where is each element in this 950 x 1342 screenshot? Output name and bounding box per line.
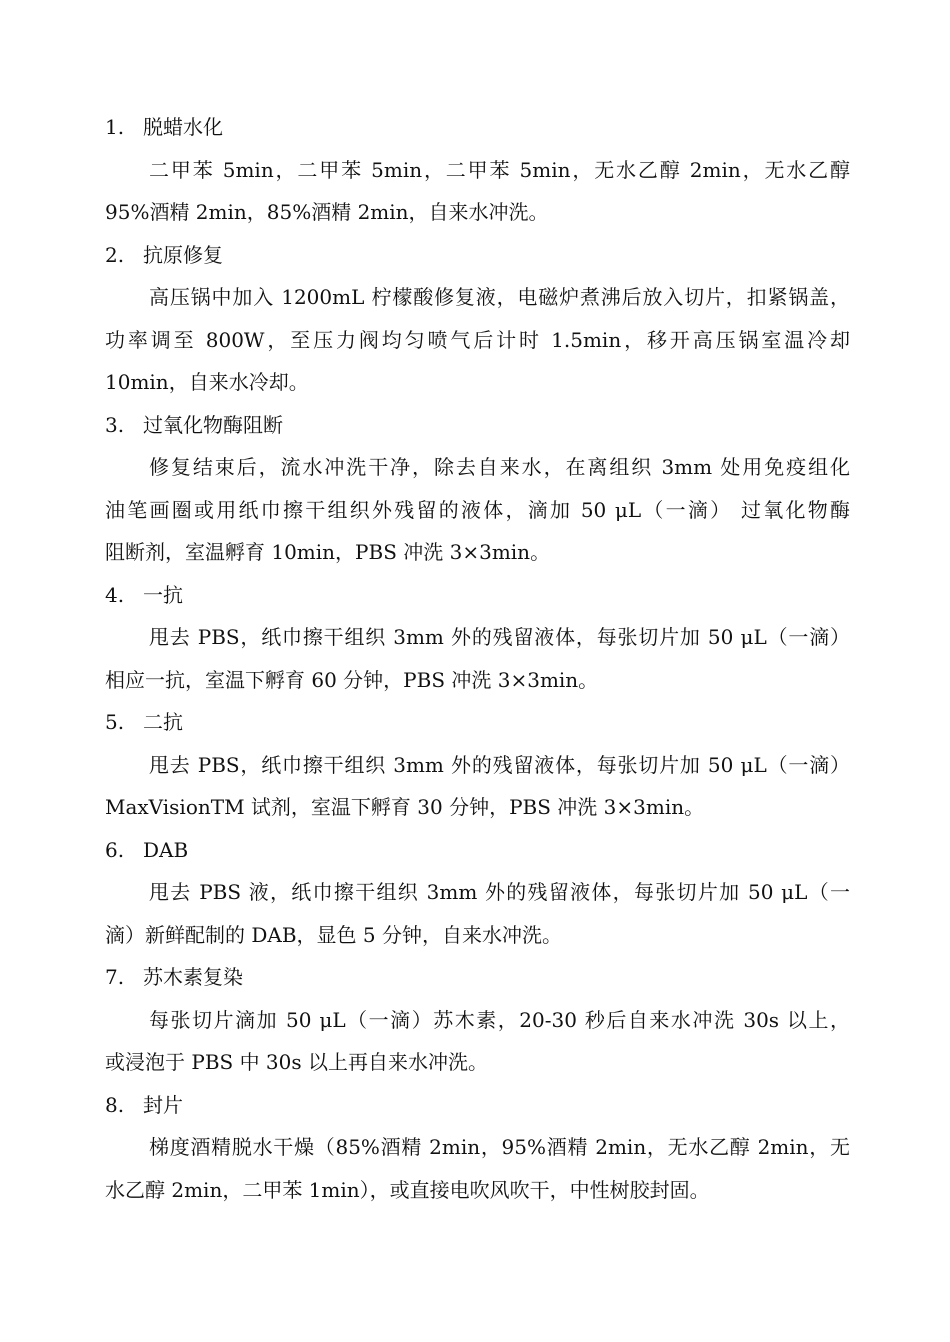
- paragraph-line: 甩去 PBS 液，纸巾擦干组织 3mm 外的残留液体，每张切片加 50 μL（一: [149, 880, 850, 904]
- paragraph-line: 水乙醇 2min，二甲苯 1min），或直接电吹风吹干，中性树胶封固。: [105, 1177, 710, 1202]
- paragraph-line: 修复结束后，流水冲洗干净，除去自来水，在离组织 3mm 处用免疫组化: [149, 455, 850, 479]
- paragraph-line: 高压锅中加入 1200mL 柠檬酸修复液，电磁炉煮沸后放入切片，扣紧锅盖，: [149, 285, 850, 309]
- paragraph-line: 阻断剂，室温孵育 10min，PBS 冲洗 3×3min。: [105, 540, 551, 564]
- section-heading: [105, 956, 850, 999]
- paragraph-line: 二甲苯 5min，二甲苯 5min，二甲苯 5min，无水乙醇 2min，无水乙醇: [149, 157, 850, 182]
- paragraph-line: 10min，自来水冷却。: [105, 370, 309, 394]
- paragraph-line: 每张切片滴加 50 μL（一滴）苏木素，20-30 秒后自来水冲洗 30s 以上，: [149, 1007, 850, 1032]
- paragraph-line: 甩去 PBS，纸巾擦干组织 3mm 外的残留液体，每张切片加 50 μL（一滴）: [149, 752, 850, 777]
- section-number: 1.: [105, 115, 125, 139]
- section-number: 7.: [105, 965, 125, 989]
- section-title: DAB: [143, 837, 189, 862]
- section-number: 3.: [105, 412, 125, 437]
- section-title: 脱蜡水化: [143, 115, 223, 139]
- section-number: 5.: [105, 710, 125, 734]
- section-number: 6.: [105, 837, 125, 862]
- section-title: 抗原修复: [143, 242, 223, 267]
- section-title: 一抗: [143, 582, 183, 607]
- section-title: 二抗: [143, 710, 183, 734]
- protocol-content: [105, 106, 850, 1211]
- section-heading: [105, 829, 850, 872]
- section-heading: [105, 1084, 850, 1127]
- section-number: 8.: [105, 1092, 125, 1117]
- section-heading: [105, 234, 850, 277]
- paragraph-line: 或浸泡于 PBS 中 30s 以上再自来水冲洗。: [105, 1050, 488, 1074]
- paragraph-line: 滴）新鲜配制的 DAB，显色 5 分钟，自来水冲洗。: [105, 922, 562, 947]
- section-heading: [105, 701, 850, 744]
- paragraph-line: 功率调至 800W，至压力阀均匀喷气后计时 1.5min，移开高压锅室温冷却: [105, 327, 850, 352]
- paragraph-line: MaxVisionTM 试剂，室温下孵育 30 分钟，PBS 冲洗 3×3min。: [105, 795, 705, 819]
- section-heading: [105, 106, 850, 149]
- paragraph-line: 95%酒精 2min，85%酒精 2min，自来水冲洗。: [105, 200, 549, 224]
- section-title: 过氧化物酶阻断: [143, 412, 283, 437]
- paragraph-line: 甩去 PBS，纸巾擦干组织 3mm 外的残留液体，每张切片加 50 μL（一滴）: [149, 625, 850, 649]
- section-number: 4.: [105, 582, 125, 607]
- section-title: 苏木素复染: [143, 965, 243, 989]
- paragraph-line: 油笔画圈或用纸巾擦干组织外残留的液体，滴加 50 μL（一滴） 过氧化物酶: [105, 497, 850, 522]
- section-title: 封片: [143, 1092, 183, 1117]
- paragraph-line: 梯度酒精脱水干燥（85%酒精 2min，95%酒精 2min，无水乙醇 2min，无: [149, 1135, 850, 1159]
- section-heading: [105, 574, 850, 617]
- paragraph-line: 相应一抗，室温下孵育 60 分钟，PBS 冲洗 3×3min。: [105, 667, 599, 692]
- section-number: 2.: [105, 242, 125, 267]
- section-heading: [105, 404, 850, 447]
